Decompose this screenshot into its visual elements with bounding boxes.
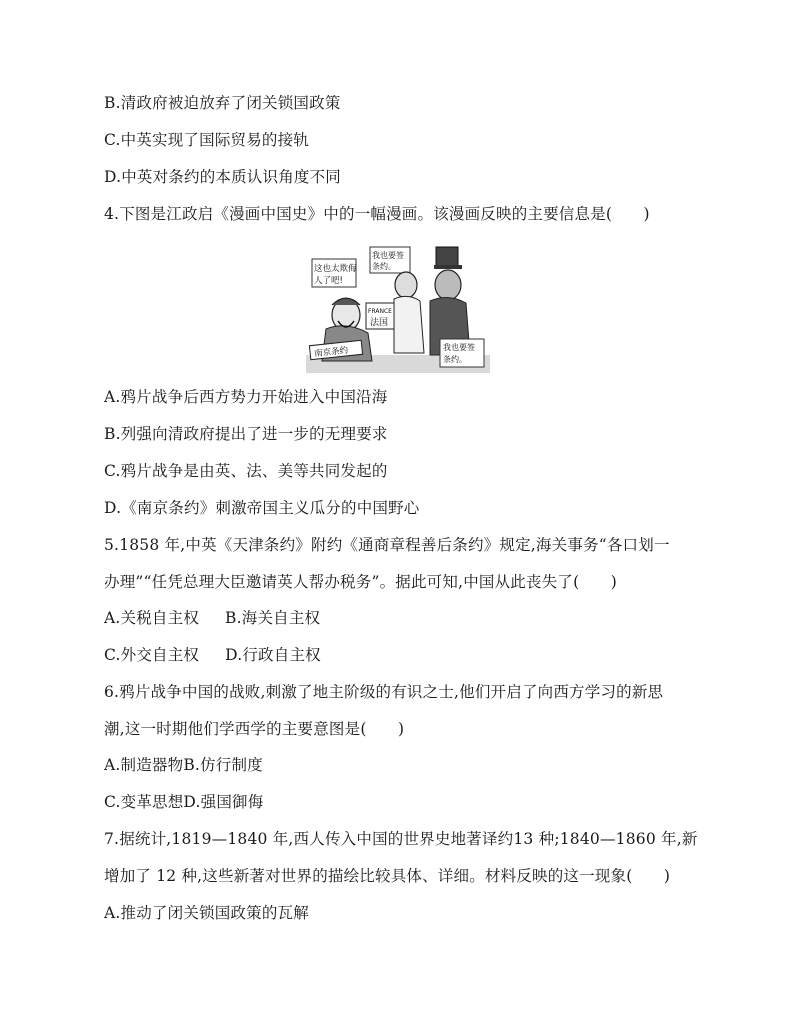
question-6-line1: 6.鸦片战争中国的战败,刺激了地主阶级的有识之士,他们开启了向西方学习的新思 [104,683,664,701]
cartoon-image [306,243,490,373]
option-d-line: D.中英对条约的本质认识角度不同 [104,168,342,186]
q5-option-a: A.关税自主权 [104,609,200,627]
q5-options-cd [104,645,321,665]
question-6-line2: 潮,这一时期他们学西学的主要意图是( ) [104,720,405,738]
treaty-label: 南京条约 [313,345,349,360]
option-b-line: B.清政府被迫放弃了闭关锁国政策 [104,94,341,112]
bubble-top-line2: 条约。 [372,262,396,271]
q4-option-d: D.《南京条约》刺激帝国主义瓜分的中国野心 [104,499,420,517]
q5-option-c: C.外交自主权 [104,646,200,664]
q6-options-ab: A.制造器物B.仿行制度 [104,756,263,774]
bubble-bottom-line2: 条约。 [443,355,467,364]
option-c-line: C.中英实现了国际贸易的接轨 [104,131,310,149]
q5-options-ab [104,608,320,628]
question-5-line1: 5.1858 年,中英《天津条约》附约《通商章程善后条约》规定,海关事务“各口划一 [104,536,670,554]
q6-options-cd: C.变革思想D.强国御侮 [104,793,264,811]
sign-small-text: FRANCE [368,308,392,315]
question-7-line2: 增加了 12 种,这些新著对世界的描绘比较具体、详细。材料反映的这一现象( ) [104,867,671,885]
question-7-line1: 7.据统计,1819—1840 年,西人传入中国的世界史地著译约13 种;1840—1860 年,新 [104,830,698,848]
q5-option-b: B.海关自主权 [225,609,321,627]
bubble-top-line1: 我也要签 [372,251,404,260]
q5-option-d: D.行政自主权 [225,646,321,664]
q4-option-c: C.鸦片战争是由英、法、美等共同发起的 [104,462,388,480]
q4-option-a: A.鸦片战争后西方势力开始进入中国沿海 [104,388,388,406]
bubble-bottom-line1: 我也要签 [443,343,475,352]
bubble-left-line1: 这也太欺侮 [314,264,357,274]
q7-option-a: A.推动了闭关锁国政策的瓦解 [104,904,309,922]
question-4: 4.下图是江政启《漫画中国史》中的一幅漫画。该漫画反映的主要信息是( ) [104,205,650,223]
q4-option-b: B.列强向清政府提出了进一步的无理要求 [104,425,388,443]
question-5-line2: 办理”“任凭总理大臣邀请英人帮办税务”。据此可知,中国从此丧失了( ) [104,573,617,591]
sign-france: 法国 [370,318,389,328]
bubble-left-line2: 人了吧! [314,276,343,286]
